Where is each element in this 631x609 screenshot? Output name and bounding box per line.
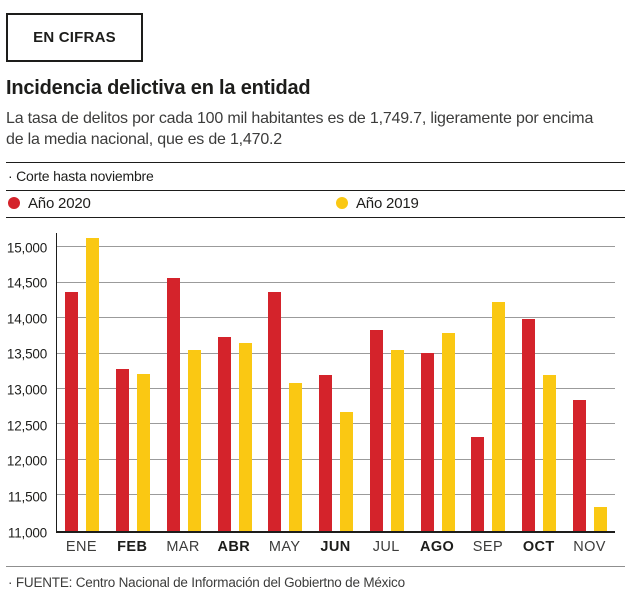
bar-año-2020-feb xyxy=(116,369,129,531)
y-axis xyxy=(6,233,56,541)
bar-año-2020-ene xyxy=(65,292,78,531)
bar-año-2020-abr xyxy=(218,337,231,531)
bar-año-2020-ago xyxy=(421,353,434,531)
bar-group-jun xyxy=(311,233,362,531)
x-tick-label-ago: AGO xyxy=(419,538,455,555)
bar-año-2019-ago xyxy=(442,333,455,530)
y-tick-label: 11,500 xyxy=(7,489,47,505)
x-tick-label-feb: FEB xyxy=(117,538,148,555)
bar-año-2019-abr xyxy=(239,343,252,531)
bar-año-2020-jul xyxy=(370,330,383,530)
x-tick-label-jun: JUN xyxy=(320,538,351,555)
bar-group-abr xyxy=(209,233,260,531)
y-tick-label: 12,500 xyxy=(6,418,47,434)
source-footer xyxy=(6,566,625,590)
plot-area xyxy=(56,233,615,533)
x-tick-label-sep: SEP xyxy=(472,538,504,555)
x-tick-label-jul: JUL xyxy=(372,538,400,555)
y-tick-label: 14,500 xyxy=(6,275,47,291)
bar-año-2019-oct xyxy=(543,375,556,531)
x-tick-label-abr: ABR xyxy=(217,538,251,555)
bar-año-2019-jun xyxy=(340,412,353,531)
y-tick-label: 13,000 xyxy=(6,382,47,398)
y-tick-label: 14,000 xyxy=(6,311,47,327)
chart-legend xyxy=(6,191,625,218)
bar-año-2019-nov xyxy=(594,507,607,530)
bar-año-2020-oct xyxy=(522,319,535,531)
bar-año-2019-feb xyxy=(137,374,150,530)
bar-año-2020-nov xyxy=(573,400,586,530)
x-tick-label-mar: MAR xyxy=(166,538,200,555)
bar-año-2020-may xyxy=(268,292,281,531)
legend-dot-2020-icon xyxy=(8,197,20,209)
cutoff-note-text: · Corte hasta noviembre xyxy=(8,167,154,184)
bar-año-2020-jun xyxy=(319,375,332,531)
bar-group-nov xyxy=(564,233,615,531)
bar-groups xyxy=(57,233,615,531)
bar-group-jul xyxy=(361,233,412,531)
bar-año-2020-sep xyxy=(471,437,484,530)
y-tick-label: 15,000 xyxy=(6,240,47,256)
bar-group-feb xyxy=(108,233,159,531)
cutoff-note xyxy=(6,162,625,191)
legend-label-2019: Año 2019 xyxy=(356,194,419,212)
legend-dot-2019-icon xyxy=(336,197,348,209)
legend-label-2020: Año 2020 xyxy=(28,194,91,212)
section-badge xyxy=(6,13,143,62)
x-tick-label-nov: NOV xyxy=(573,538,606,555)
x-tick-label-ene: ENE xyxy=(65,538,97,555)
infographic xyxy=(0,13,631,590)
x-axis-labels xyxy=(56,533,615,555)
bar-group-mar xyxy=(158,233,209,531)
bar-año-2019-ene xyxy=(86,238,99,530)
legend-item-2020 xyxy=(8,195,91,212)
y-tick-label: 12,000 xyxy=(6,453,47,469)
source-text: · FUENTE: Centro Nacional de Información del Gobiertno de México xyxy=(8,574,405,590)
legend-item-2019 xyxy=(336,195,419,212)
section-badge-label: EN CIFRAS xyxy=(33,29,116,46)
x-tick-label-oct: OCT xyxy=(522,538,555,555)
bar-group-ene xyxy=(57,233,108,531)
page-title: Incidencia delictiva en la entidad xyxy=(6,77,311,99)
y-tick-label: 13,500 xyxy=(6,346,47,362)
bar-group-may xyxy=(260,233,311,531)
y-tick-label: 11,000 xyxy=(7,525,47,541)
bar-año-2019-sep xyxy=(492,302,505,531)
bar-año-2019-jul xyxy=(391,350,404,530)
bar-año-2019-may xyxy=(289,383,302,530)
bar-chart xyxy=(6,233,625,541)
x-tick-label-may: MAY xyxy=(268,538,301,555)
bar-group-ago xyxy=(412,233,463,531)
bar-group-sep xyxy=(463,233,514,531)
bar-año-2020-mar xyxy=(167,278,180,531)
bar-group-oct xyxy=(514,233,565,531)
chart-subtitle: La tasa de delitos por cada 100 mil habitantes es de 1,749.7, ligeramente por encima de la media nacional, que es de 1,470.2 xyxy=(6,110,594,148)
bar-año-2019-mar xyxy=(188,350,201,530)
